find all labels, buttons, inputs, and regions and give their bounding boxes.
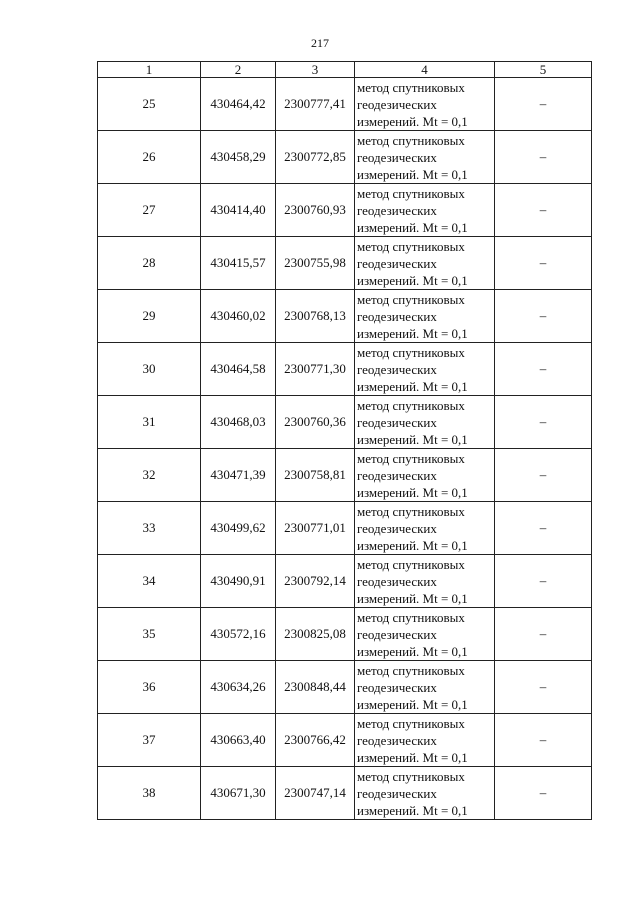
method-text-line: метод спутниковых (357, 450, 465, 466)
x-coordinate-cell: 430471,39 (201, 449, 276, 502)
column-5-cell: – (495, 343, 592, 396)
page-number: 217 (311, 36, 329, 50)
column-5-cell: – (495, 608, 592, 661)
x-coordinate-cell: 430464,58 (201, 343, 276, 396)
column-5-cell: – (495, 449, 592, 502)
method-cell (355, 184, 495, 237)
table-row (98, 290, 592, 343)
table-row (98, 714, 592, 767)
method-text-line: метод спутниковых (357, 662, 465, 678)
method-cell (355, 78, 495, 131)
method-cell (355, 343, 495, 396)
method-text-line: измерений. Mt = 0,1 (357, 696, 468, 712)
method-text-line: метод спутниковых (357, 397, 465, 413)
x-coordinate-cell: 430634,26 (201, 661, 276, 714)
method-text-line: геодезических (357, 573, 437, 589)
y-coordinate-cell: 2300758,81 (276, 449, 355, 502)
method-text-line: измерений. Mt = 0,1 (357, 802, 468, 818)
method-text-line: измерений. Mt = 0,1 (357, 219, 468, 235)
y-coordinate-cell: 2300771,01 (276, 502, 355, 555)
column-header: 5 (495, 62, 592, 78)
method-text-line: метод спутниковых (357, 132, 465, 148)
method-text-line: метод спутниковых (357, 291, 465, 307)
column-header: 3 (276, 62, 355, 78)
table-row (98, 78, 592, 131)
y-coordinate-cell: 2300792,14 (276, 555, 355, 608)
x-coordinate-cell: 430468,03 (201, 396, 276, 449)
method-text-line: измерений. Mt = 0,1 (357, 378, 468, 394)
point-number-cell: 34 (98, 555, 201, 608)
point-number-cell: 32 (98, 449, 201, 502)
y-coordinate-cell: 2300825,08 (276, 608, 355, 661)
method-text-line: измерений. Mt = 0,1 (357, 325, 468, 341)
method-text-line: геодезических (357, 520, 437, 536)
column-5-cell: – (495, 767, 592, 820)
method-text-line: метод спутниковых (357, 715, 465, 731)
table-row (98, 237, 592, 290)
x-coordinate-cell: 430490,91 (201, 555, 276, 608)
column-5-cell: – (495, 396, 592, 449)
table-row (98, 555, 592, 608)
method-text-line: метод спутниковых (357, 238, 465, 254)
method-text-line: метод спутниковых (357, 185, 465, 201)
column-5-cell: – (495, 78, 592, 131)
method-text-line: измерений. Mt = 0,1 (357, 537, 468, 553)
y-coordinate-cell: 2300747,14 (276, 767, 355, 820)
column-5-cell: – (495, 502, 592, 555)
method-text-line: геодезических (357, 149, 437, 165)
table-header-row (98, 62, 592, 78)
x-coordinate-cell: 430415,57 (201, 237, 276, 290)
method-text-line: измерений. Mt = 0,1 (357, 431, 468, 447)
column-5-cell: – (495, 290, 592, 343)
method-text-line: геодезических (357, 255, 437, 271)
point-number-cell: 37 (98, 714, 201, 767)
method-text-line: метод спутниковых (357, 503, 465, 519)
column-header: 1 (98, 62, 201, 78)
table-row (98, 184, 592, 237)
method-text-line: метод спутниковых (357, 556, 465, 572)
column-5-cell: – (495, 237, 592, 290)
point-number-cell: 26 (98, 131, 201, 184)
point-number-cell: 25 (98, 78, 201, 131)
x-coordinate-cell: 430663,40 (201, 714, 276, 767)
y-coordinate-cell: 2300772,85 (276, 131, 355, 184)
point-number-cell: 27 (98, 184, 201, 237)
method-cell (355, 608, 495, 661)
y-coordinate-cell: 2300768,13 (276, 290, 355, 343)
point-number-cell: 33 (98, 502, 201, 555)
table-row (98, 608, 592, 661)
method-text-line: геодезических (357, 361, 437, 377)
point-number-cell: 29 (98, 290, 201, 343)
method-text-line: метод спутниковых (357, 609, 465, 625)
y-coordinate-cell: 2300771,30 (276, 343, 355, 396)
table-row (98, 396, 592, 449)
method-text-line: геодезических (357, 732, 437, 748)
x-coordinate-cell: 430458,29 (201, 131, 276, 184)
method-text-line: геодезических (357, 96, 437, 112)
column-5-cell: – (495, 131, 592, 184)
column-5-cell: – (495, 714, 592, 767)
column-header: 2 (201, 62, 276, 78)
method-text-line: измерений. Mt = 0,1 (357, 643, 468, 659)
method-text-line: геодезических (357, 626, 437, 642)
method-cell (355, 661, 495, 714)
method-text-line: метод спутниковых (357, 768, 465, 784)
x-coordinate-cell: 430572,16 (201, 608, 276, 661)
x-coordinate-cell: 430499,62 (201, 502, 276, 555)
method-cell (355, 449, 495, 502)
table-row (98, 502, 592, 555)
y-coordinate-cell: 2300848,44 (276, 661, 355, 714)
column-5-cell: – (495, 555, 592, 608)
method-text-line: метод спутниковых (357, 79, 465, 95)
method-cell (355, 555, 495, 608)
table-row (98, 767, 592, 820)
point-number-cell: 38 (98, 767, 201, 820)
y-coordinate-cell: 2300777,41 (276, 78, 355, 131)
method-text-line: геодезических (357, 202, 437, 218)
method-text-line: измерений. Mt = 0,1 (357, 166, 468, 182)
y-coordinate-cell: 2300760,93 (276, 184, 355, 237)
method-text-line: геодезических (357, 308, 437, 324)
column-5-cell: – (495, 184, 592, 237)
table-row (98, 343, 592, 396)
method-text-line: метод спутниковых (357, 344, 465, 360)
y-coordinate-cell: 2300755,98 (276, 237, 355, 290)
y-coordinate-cell: 2300766,42 (276, 714, 355, 767)
method-text-line: геодезических (357, 785, 437, 801)
point-number-cell: 31 (98, 396, 201, 449)
point-number-cell: 30 (98, 343, 201, 396)
method-text-line: измерений. Mt = 0,1 (357, 272, 468, 288)
x-coordinate-cell: 430414,40 (201, 184, 276, 237)
point-number-cell: 35 (98, 608, 201, 661)
method-text-line: геодезических (357, 467, 437, 483)
method-text-line: измерений. Mt = 0,1 (357, 590, 468, 606)
method-cell (355, 396, 495, 449)
y-coordinate-cell: 2300760,36 (276, 396, 355, 449)
x-coordinate-cell: 430460,02 (201, 290, 276, 343)
method-cell (355, 237, 495, 290)
method-cell (355, 767, 495, 820)
table-row (98, 661, 592, 714)
table-row (98, 449, 592, 502)
method-cell (355, 502, 495, 555)
x-coordinate-cell: 430464,42 (201, 78, 276, 131)
table-row (98, 131, 592, 184)
method-text-line: измерений. Mt = 0,1 (357, 113, 468, 129)
table-body (98, 78, 592, 820)
method-text-line: измерений. Mt = 0,1 (357, 484, 468, 500)
coordinates-table (97, 61, 592, 820)
point-number-cell: 36 (98, 661, 201, 714)
x-coordinate-cell: 430671,30 (201, 767, 276, 820)
method-text-line: геодезических (357, 679, 437, 695)
method-cell (355, 714, 495, 767)
column-5-cell: – (495, 661, 592, 714)
method-cell (355, 290, 495, 343)
point-number-cell: 28 (98, 237, 201, 290)
method-text-line: геодезических (357, 414, 437, 430)
column-header: 4 (355, 62, 495, 78)
method-cell (355, 131, 495, 184)
method-text-line: измерений. Mt = 0,1 (357, 749, 468, 765)
